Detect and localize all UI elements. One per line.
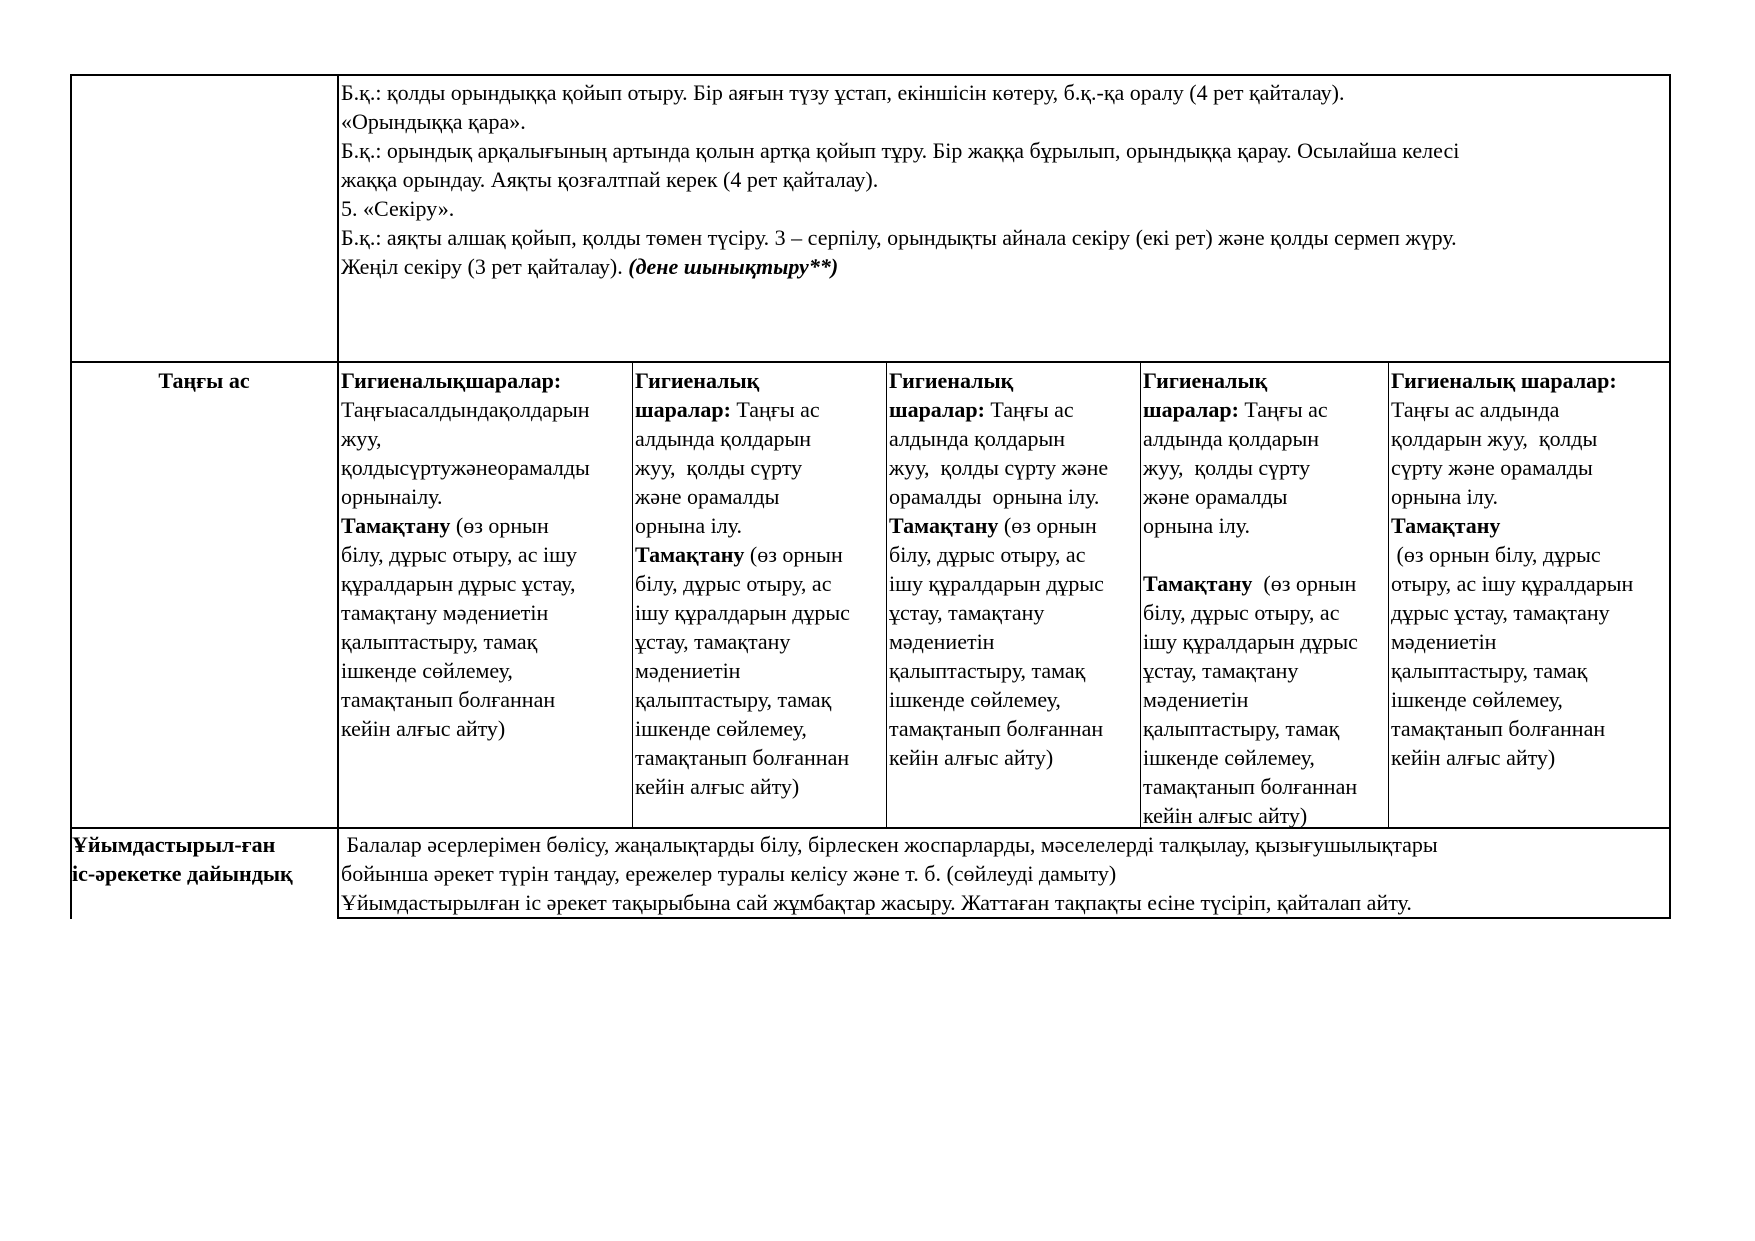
breakfast-text-line (1143, 424, 1319, 453)
exercise-text-line: Б.қ.: қолды орындыққа қойып отыру. Бір аяғын түзу ұстап, екіншісін көтеру, б.қ.-қа оралу (4 рет қайталау). (341, 80, 1345, 105)
text-run: қалыптастыру, тамақ (1143, 716, 1340, 741)
breakfast-text-line (889, 540, 1085, 569)
text-run: жуу, қолды сүрту және (889, 455, 1109, 480)
breakfast-text-line (1143, 511, 1250, 540)
text-run: ішкенде сөйлемеу, (1143, 745, 1315, 770)
breakfast-text-line (1391, 627, 1496, 656)
breakfast-text-line (635, 569, 831, 598)
breakfast-text-line (1391, 714, 1605, 743)
breakfast-text-line (341, 540, 577, 569)
text-run: қалыптастыру, тамақ (1391, 658, 1588, 683)
bold-heading: шаралар: (1143, 397, 1239, 422)
breakfast-text-line (1391, 743, 1555, 772)
bold-heading: Гигиеналық шаралар: (1391, 368, 1617, 393)
text-run: тамақтану мәдениетін (341, 600, 549, 625)
text-run: ұстау, тамақтану (635, 629, 791, 654)
breakfast-text-line (635, 627, 790, 656)
text-run: (өз орнын (998, 513, 1097, 538)
text-run: сүрту және орамалды (1391, 455, 1593, 480)
breakfast-text-line (341, 424, 382, 453)
breakfast-text-line (635, 743, 849, 772)
text-run: алдында қолдарын (635, 426, 812, 451)
text-run: орнына ілу. (1143, 513, 1250, 538)
text-run: Таңғы ас (1238, 397, 1328, 422)
breakfast-text-line (1391, 482, 1498, 511)
breakfast-text-line (1391, 511, 1500, 540)
text-run: алдында қолдарын (889, 426, 1066, 451)
breakfast-text-line (635, 511, 742, 540)
breakfast-text-line (1143, 743, 1315, 772)
breakfast-text-line (889, 656, 1085, 685)
text-run: кейін алғыс айту) (889, 745, 1054, 770)
breakfast-text-line (1143, 453, 1310, 482)
bold-heading: Гигиеналықшаралар: (341, 368, 562, 393)
prep-text-line: Балалар әсерлерімен бөлісу, жаңалықтарды білу, бірлескен жоспарларды, мәселелерді талқылау, қызығушылықтары (341, 832, 1438, 857)
breakfast-text-line (1391, 424, 1597, 453)
bold-heading: Тамақтану (889, 513, 999, 538)
breakfast-text-line (1391, 685, 1563, 714)
prep-label-line-2: іс-әрекетке дайындық (72, 861, 293, 886)
breakfast-text-line (1143, 801, 1307, 830)
breakfast-text-line (1391, 540, 1601, 569)
breakfast-text-line (889, 569, 1104, 598)
breakfast-text-line (341, 627, 537, 656)
text-run: жуу, қолды сүрту (635, 455, 803, 480)
breakfast-text-line (1391, 395, 1559, 424)
text-run: алдында қолдарын (1143, 426, 1320, 451)
breakfast-text-line (889, 685, 1061, 714)
text-run: тамақтанып болғаннан (341, 687, 556, 712)
text-run: Таңғы ас алдында (1391, 397, 1560, 422)
breakfast-text-line (1143, 366, 1267, 395)
prep-text-line: Ұйымдастырылған іс әрекет тақырыбына сай жұмбақтар жасыру. Жаттаған тақпақты есіне түсіріп, қайталап айту. (341, 890, 1412, 915)
text-run: (өз орнын (744, 542, 843, 567)
text-run: ішу құралдарын дұрыс (1143, 629, 1358, 654)
text-run: қолдарын жуу, қолды (1391, 426, 1598, 451)
bold-heading: Гигиеналық (635, 368, 760, 393)
breakfast-text-line (341, 685, 555, 714)
text-run: тамақтанып болғаннан (889, 716, 1104, 741)
exercise-text-line: жаққа орындау. Аяқты қозғалтпай керек (4 рет қайталау). (341, 167, 879, 192)
day-divider-2 (886, 361, 887, 829)
breakfast-text-line (635, 714, 807, 743)
text-run: орнынаілу. (341, 484, 443, 509)
row-divider-2 (70, 827, 1670, 829)
label-column-divider (337, 74, 339, 919)
text-run: мәдениетін (635, 658, 741, 683)
text-run: (өз орнын (1252, 571, 1357, 596)
breakfast-text-line (1143, 772, 1357, 801)
breakfast-text-line (341, 482, 442, 511)
breakfast-text-line (1391, 366, 1617, 395)
text-run: қалыптастыру, тамақ (889, 658, 1086, 683)
breakfast-text-line (1143, 598, 1339, 627)
breakfast-text-line (1391, 598, 1610, 627)
text-run: орнына ілу. (635, 513, 742, 538)
table-right-border (1669, 74, 1671, 919)
text-run: мәдениетін (889, 629, 995, 654)
breakfast-text-line (889, 453, 1108, 482)
text-run: (өз орнын білу, дұрыс (1391, 542, 1601, 567)
breakfast-text-line (1143, 395, 1328, 424)
text-run: кейін алғыс айту) (635, 774, 800, 799)
breakfast-text-line (1391, 453, 1593, 482)
breakfast-text-line (635, 482, 779, 511)
breakfast-text-line (341, 511, 549, 540)
breakfast-text-line (341, 366, 561, 395)
day-divider-4 (1388, 361, 1389, 829)
breakfast-text-line (1143, 656, 1298, 685)
breakfast-text-line (889, 743, 1053, 772)
text-run: білу, дұрыс отыру, ас (889, 542, 1086, 567)
text-run: қалыптастыру, тамақ (341, 629, 538, 654)
text-run: мәдениетін (1391, 629, 1497, 654)
day-divider-1 (632, 361, 633, 829)
exercise-text-line: Б.қ.: аяқты алшақ қойып, қолды төмен түсіру. 3 – серпілу, орындықты айнала секіру (екі рет) және қолды сермеп жүру. (341, 225, 1457, 250)
text-run: және орамалды (1143, 484, 1288, 509)
prep-text-line: бойынша әрекет түрін таңдау, ережелер туралы келісу және т. б. (сөйлеуді дамыту) (341, 861, 1117, 886)
text-run: отыру, ас ішу құралдарын (1391, 571, 1634, 596)
breakfast-text-line (1143, 714, 1339, 743)
text-run: орамалды орнына ілу. (889, 484, 1100, 509)
breakfast-text-line (1391, 656, 1587, 685)
bold-heading: Гигиеналық (1143, 368, 1268, 393)
exercise-text-line: Жеңіл секіру (3 рет қайталау). (дене шынықтыру**) (341, 254, 839, 279)
breakfast-text-line (635, 772, 799, 801)
day-divider-3 (1140, 361, 1141, 829)
breakfast-text-line (341, 714, 505, 743)
exercise-text-line: 5. «Секіру». (341, 196, 455, 221)
text-run: жуу, қолды сүрту (1143, 455, 1311, 480)
text-run: дұрыс ұстау, тамақтану (1391, 600, 1610, 625)
text-run: мәдениетін (1143, 687, 1249, 712)
text-run: жуу, (341, 426, 382, 451)
text-run: Таңғыасалдындақолдарын (341, 397, 590, 422)
breakfast-text-line (635, 395, 820, 424)
text-run: тамақтанып болғаннан (1391, 716, 1606, 741)
text-run: тамақтанып болғаннан (1143, 774, 1358, 799)
breakfast-text-line (341, 598, 548, 627)
text-run: білу, дұрыс отыру, ас (1143, 600, 1340, 625)
text-run: ішкенде сөйлемеу, (889, 687, 1061, 712)
breakfast-text-line (635, 598, 850, 627)
breakfast-text-line (341, 453, 590, 482)
breakfast-label: Таңғы ас (158, 368, 250, 393)
breakfast-text-line (889, 511, 1097, 540)
breakfast-text-line (635, 540, 843, 569)
bold-heading: шаралар: (889, 397, 985, 422)
subject-note: (дене шынықтыру**) (628, 254, 839, 279)
breakfast-text-line (889, 627, 994, 656)
table-bottom-border (338, 917, 1670, 919)
breakfast-text-line (341, 656, 513, 685)
bold-heading: Тамақтану (1143, 571, 1253, 596)
table-top-border (70, 74, 1670, 76)
row-divider-1 (70, 361, 1670, 363)
breakfast-text-line (889, 714, 1103, 743)
text-run: ішкенде сөйлемеу, (341, 658, 513, 683)
text-run: қолдысүртужәнеорамалды (341, 455, 590, 480)
breakfast-text-line (889, 598, 1044, 627)
breakfast-text-line (635, 453, 802, 482)
text-run: ішу құралдарын дұрыс (635, 600, 850, 625)
text-run: тамақтанып болғаннан (635, 745, 850, 770)
breakfast-text-line (1143, 627, 1358, 656)
text-run: (өз орнын (450, 513, 549, 538)
text-run: білу, дұрыс отыру, ас (635, 571, 832, 596)
breakfast-text-line (341, 569, 575, 598)
exercise-text-line: Б.қ.: орындық арқалығының артында қолын артқа қойып тұру. Бір жаққа бұрылып, орындыққа қарау. Осылайша келесі (341, 138, 1460, 163)
text-run: және орамалды (635, 484, 780, 509)
breakfast-text-line (341, 395, 590, 424)
breakfast-text-line (889, 482, 1099, 511)
prep-label-line-1: Ұйымдастырыл-ған (72, 832, 276, 857)
text-run: ұстау, тамақтану (889, 600, 1045, 625)
text-run: Таңғы ас (984, 397, 1074, 422)
breakfast-text-line (1143, 569, 1356, 598)
text-run: қалыптастыру, тамақ (635, 687, 832, 712)
text-run: орнына ілу. (1391, 484, 1498, 509)
bold-heading: Тамақтану (1391, 513, 1501, 538)
bold-heading: шаралар: (635, 397, 731, 422)
table-left-border (70, 74, 72, 919)
breakfast-text-line (889, 424, 1065, 453)
text-run: білу, дұрыс отыру, ас ішу (341, 542, 578, 567)
text-run: ішкенде сөйлемеу, (635, 716, 807, 741)
text-run: құралдарын дұрыс ұстау, (341, 571, 576, 596)
breakfast-text-line (889, 366, 1013, 395)
breakfast-text-line (889, 395, 1074, 424)
breakfast-text-line (635, 366, 759, 395)
text-run: кейін алғыс айту) (1391, 745, 1556, 770)
text-run: кейін алғыс айту) (341, 716, 506, 741)
bold-heading: Тамақтану (341, 513, 451, 538)
breakfast-text-line (635, 685, 831, 714)
breakfast-text-line (1143, 685, 1248, 714)
bold-heading: Тамақтану (635, 542, 745, 567)
exercise-text-line: «Орындыққа қара». (341, 109, 526, 134)
breakfast-text-line (635, 424, 811, 453)
text-run: ішу құралдарын дұрыс (889, 571, 1104, 596)
text-run: кейін алғыс айту) (1143, 803, 1308, 828)
bold-heading: Гигиеналық (889, 368, 1014, 393)
text-run: Таңғы ас (730, 397, 820, 422)
text-run: ұстау, тамақтану (1143, 658, 1299, 683)
breakfast-text-line (635, 656, 740, 685)
text-run: ішкенде сөйлемеу, (1391, 687, 1563, 712)
breakfast-text-line (1143, 482, 1287, 511)
breakfast-text-line (1391, 569, 1633, 598)
